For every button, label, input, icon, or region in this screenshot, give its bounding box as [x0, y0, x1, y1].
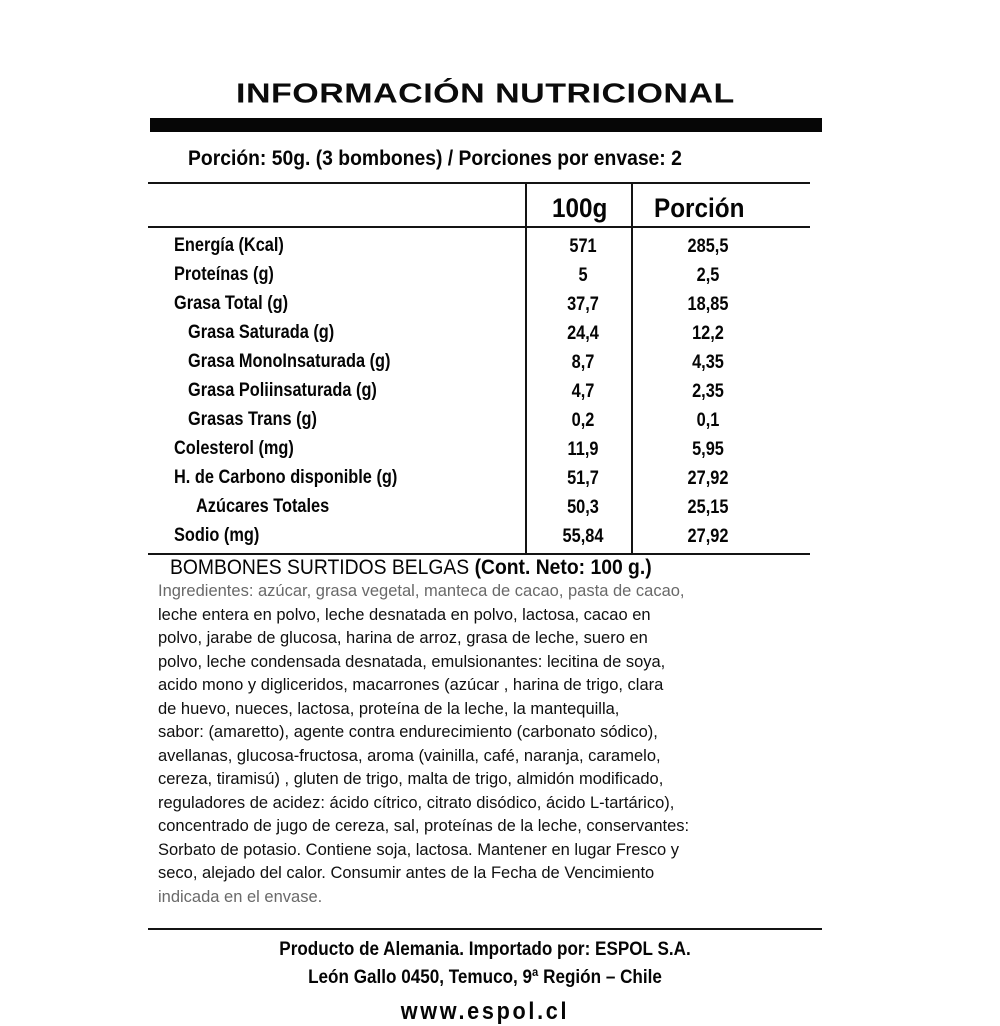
nutrient-value-portion: 4,35 — [692, 352, 724, 373]
nutrient-name: H. de Carbono disponible (g) — [174, 467, 398, 488]
nutrient-row — [148, 467, 822, 496]
nutrient-value-portion: 0,1 — [696, 410, 720, 431]
column-header-portion: Porción — [654, 193, 745, 223]
nutrient-row — [148, 438, 822, 467]
nutrient-row — [148, 351, 822, 380]
ingredients-line: Sorbato de potasio. Contiene soja, lactosa. Mantener en lugar Fresco y — [158, 840, 679, 859]
nutrient-value-portion: 27,92 — [687, 468, 729, 489]
ingredients-line: Ingredientes: azúcar, grasa vegetal, manteca de cacao, pasta de cacao, — [158, 582, 685, 600]
nutrient-value-100g: 5 — [578, 265, 588, 286]
nutrient-name: Grasa Poliinsaturada (g) — [188, 380, 377, 401]
nutrient-value-100g: 50,3 — [567, 497, 599, 518]
nutrient-row — [148, 322, 822, 351]
nutrient-name: Sodio (mg) — [174, 525, 260, 546]
nutrient-name: Proteínas (g) — [174, 264, 274, 285]
nutrient-value-portion: 2,5 — [696, 265, 720, 286]
nutrient-value-100g: 0,2 — [571, 410, 595, 431]
ingredients-line: reguladores de acidez: ácido cítrico, citrato disódico, ácido L-tartárico), — [158, 793, 675, 812]
footer — [148, 928, 822, 1026]
nutrient-value-100g: 571 — [569, 236, 597, 257]
nutrient-value-100g: 55,84 — [562, 526, 604, 547]
ingredients-line: leche entera en polvo, leche desnatada en polvo, lactosa, cacao en — [158, 605, 651, 624]
nutrient-row — [148, 409, 822, 438]
header-bottom-rule — [148, 226, 810, 228]
ingredients-line: seco, alejado del calor. Consumir antes de la Fecha de Vencimiento — [158, 864, 655, 882]
ingredients-line: acido mono y digliceridos, macarrones (azúcar , harina de trigo, clara — [158, 676, 664, 694]
nutrient-name: Grasa Total (g) — [174, 293, 289, 314]
ingredients-line: avellanas, glucosa-fructosa, aroma (vainilla, café, naranja, caramelo, — [158, 746, 661, 765]
nutrient-name: Grasa MonoInsaturada (g) — [188, 351, 391, 372]
nutrient-name: Energía (Kcal) — [174, 235, 284, 256]
nutrient-row — [148, 293, 822, 322]
nutrient-name: Azúcares Totales — [196, 496, 330, 517]
label-title: INFORMACIÓN NUTRICIONAL — [236, 78, 735, 110]
nutrient-value-100g: 37,7 — [567, 294, 599, 315]
nutrient-name: Colesterol (mg) — [174, 438, 294, 459]
serving-info: Porción: 50g. (3 bombones) / Porciones por envase: 2 — [188, 147, 682, 170]
address-line: León Gallo 0450, Temuco, 9ª Región – Chile — [308, 967, 662, 988]
importer-line: Producto de Alemania. Importado por: ESPOL S.A. — [279, 939, 691, 960]
product-name: BOMBONES SURTIDOS BELGAS — [170, 556, 470, 579]
nutrient-row — [148, 264, 822, 293]
nutrient-value-portion: 27,92 — [687, 526, 729, 547]
product-heading — [170, 556, 652, 580]
nutrient-value-portion: 2,35 — [692, 381, 724, 402]
nutrient-value-portion: 285,5 — [687, 236, 729, 257]
nutrient-row — [148, 380, 822, 409]
nutrient-value-100g: 8,7 — [571, 352, 595, 373]
title-divider-bar — [150, 118, 822, 132]
nutrient-value-portion: 5,95 — [692, 439, 724, 460]
nutrient-name: Grasa Saturada (g) — [188, 322, 335, 343]
ingredients-line: cereza, tiramisú) , gluten de trigo, malta de trigo, almidón modificado, — [158, 770, 664, 788]
nutrient-value-100g: 4,7 — [571, 381, 595, 402]
nutrient-name: Grasas Trans (g) — [188, 409, 317, 430]
column-header-100g: 100g — [552, 193, 608, 223]
net-content: (Cont. Neto: 100 g.) — [474, 556, 652, 579]
ingredients-text — [158, 580, 818, 909]
nutrient-row — [148, 525, 822, 554]
nutrient-value-100g: 24,4 — [567, 323, 599, 344]
ingredients-line: polvo, jarabe de glucosa, harina de arroz, grasa de leche, suero en — [158, 629, 648, 647]
nutrient-value-portion: 12,2 — [692, 323, 724, 344]
ingredients-line: concentrado de jugo de cereza, sal, proteínas de la leche, conservantes: — [158, 817, 690, 835]
nutrient-value-portion: 18,85 — [687, 294, 729, 315]
website-url: www.espol.cl — [400, 998, 570, 1025]
ingredients-line: de huevo, nueces, lactosa, proteína de la leche, la mantequilla, — [158, 699, 620, 718]
nutrient-row — [148, 496, 822, 525]
ingredients-line: polvo, leche condensada desnatada, emulsionantes: lecitina de soya, — [158, 652, 666, 671]
nutrient-value-100g: 51,7 — [567, 468, 599, 489]
nutrient-value-100g: 11,9 — [567, 439, 599, 460]
nutrient-row — [148, 235, 822, 264]
ingredients-line: sabor: (amaretto), agente contra endurecimiento (carbonato sódico), — [158, 723, 658, 741]
nutrient-value-portion: 25,15 — [687, 497, 729, 518]
serving-bottom-rule — [148, 182, 810, 184]
ingredients-line: indicada en el envase. — [158, 887, 323, 906]
nutrition-label — [148, 60, 822, 1025]
